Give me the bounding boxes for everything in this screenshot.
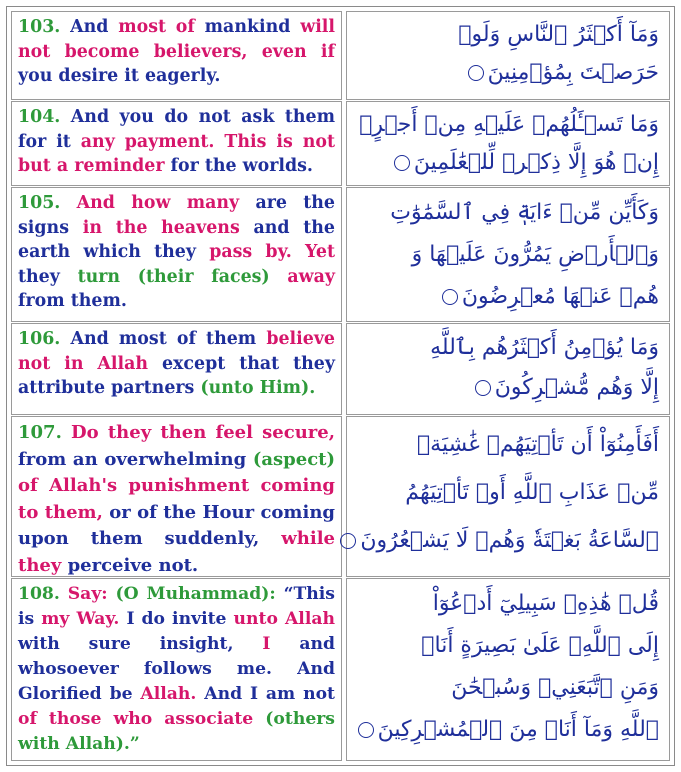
translation-segment: for the worlds.	[164, 156, 313, 177]
verse-number: 107.	[18, 422, 62, 443]
arabic-line-text: وَكَأَيِّن مِّنۡ ءَايَةٖ فِي ٱلسَّمَٰوَٰتِ	[390, 200, 659, 225]
translation-segment: with sure insight,	[18, 634, 263, 654]
translation-segment: or of the Hour coming upon them suddenly,	[18, 501, 335, 550]
arabic-line-text: قُلۡ هَٰذِهِۦ سَبِيلِيٓ أَدۡعُوٓاْ	[432, 591, 659, 616]
arabic-line	[355, 106, 659, 144]
arabic-line-text: ٱللَّهِ وَمَآ أَنَا۠ مِنَ ٱلۡمُشۡرِكِينَ	[377, 717, 659, 742]
translation-segment: This is not but	[18, 131, 335, 177]
translation-segment: and whosoever follows me. And Glorified be	[18, 634, 335, 704]
translation-segment: from an overwhelming	[18, 448, 253, 470]
translation-text	[18, 329, 335, 398]
translation-segment: And most of them	[60, 329, 267, 349]
translation-segment: except that they attribute partners	[18, 353, 335, 399]
translation-segment: even if	[261, 41, 335, 62]
verse-row-104	[11, 101, 670, 186]
arabic-text	[346, 11, 670, 100]
translation-segment: become believers,	[64, 41, 248, 62]
translation-segment: away	[287, 266, 336, 287]
verse-number: 108.	[18, 584, 60, 604]
verse-end-marker-icon	[394, 155, 410, 171]
arabic-line	[355, 328, 659, 368]
verse-end-marker-icon	[475, 380, 491, 396]
verse-row-107	[11, 416, 670, 577]
translation-segment: Allah.	[140, 684, 197, 704]
english-translation	[11, 101, 342, 186]
translation-segment: a reminder	[56, 156, 165, 177]
english-translation	[11, 578, 342, 761]
translation-segment: I	[262, 634, 271, 654]
arabic-line	[355, 667, 659, 709]
arabic-line-text: ٱلسَّاعَةُ بَغۡتَةٗ وَهُمۡ لَا يَشۡعُرُونَ	[360, 528, 659, 553]
translation-segment: (aspect)	[252, 448, 335, 470]
arabic-text	[346, 187, 670, 322]
translation-segment: turn	[77, 266, 121, 287]
translation-segment: And you do not ask them for it	[18, 107, 335, 152]
translation-text	[18, 17, 335, 86]
translation-text	[18, 584, 335, 754]
arabic-line	[355, 16, 659, 54]
arabic-line	[355, 368, 659, 408]
verse-end-marker-icon	[340, 533, 356, 549]
arabic-text	[346, 578, 670, 761]
translation-segment: they	[18, 266, 78, 287]
translation-segment: Yet	[291, 242, 336, 263]
verse-number: 105.	[18, 193, 61, 213]
translation-segment: any payment.	[80, 131, 215, 152]
verse-end-marker-icon	[358, 722, 374, 738]
english-translation	[11, 11, 342, 100]
translation-segment: And I am not	[196, 684, 335, 704]
translation-segment: And	[60, 17, 119, 37]
translation-segment: in Allah	[64, 353, 149, 374]
translation-segment: believe not	[18, 329, 335, 374]
translation-segment: mankind	[194, 17, 301, 37]
arabic-line	[355, 144, 659, 182]
arabic-text	[346, 416, 670, 577]
translation-segment: of those who associate	[18, 709, 254, 729]
arabic-line-text: وَمَا يُؤۡمِنُ أَكۡثَرُهُم بِٱللَّهِ	[430, 335, 659, 360]
translation-segment: most of	[118, 17, 195, 37]
translation-text	[18, 193, 335, 311]
translation-segment: my Way.	[41, 609, 120, 629]
verse-row-103	[11, 11, 670, 100]
arabic-line	[355, 583, 659, 625]
arabic-line-text: وَمَا تَسۡـَٔلُهُمۡ عَلَيۡهِ مِنۡ أَجۡرٍۚ	[359, 112, 659, 137]
translation-segment: are the signs	[18, 193, 335, 238]
verse-row-106	[11, 323, 670, 415]
translation-segment: Say:	[59, 584, 116, 604]
arabic-line-text: مِّنۡ عَذَابِ ٱللَّهِ أَوۡ تَأۡتِيَهُمُ	[405, 480, 659, 505]
arabic-text	[346, 101, 670, 186]
translation-segment: of Allah's punishment coming to them,	[18, 475, 335, 523]
english-translation	[11, 416, 342, 577]
arabic-line-text: أَفَأَمِنُوٓاْ أَن تَأۡتِيَهُمۡ غَٰشِيَةٞ	[416, 432, 659, 457]
translation-segment: they	[18, 554, 62, 576]
translation-text	[18, 422, 335, 576]
translation-segment: “This is	[18, 584, 335, 629]
english-translation	[11, 323, 342, 415]
verse-number: 103.	[18, 17, 61, 37]
arabic-line	[355, 54, 659, 92]
arabic-line	[355, 192, 659, 234]
translation-segment: will not	[18, 17, 336, 62]
arabic-line-text: إِنۡ هُوَ إِلَّا ذِكۡرٞ لِّلۡعَٰلَمِينَ	[413, 150, 659, 175]
translation-segment: unto Allah	[233, 609, 335, 629]
verse-number: 104.	[18, 107, 61, 127]
translation-segment: (unto Him).	[200, 378, 316, 399]
arabic-line	[355, 517, 659, 565]
arabic-line	[355, 625, 659, 667]
translation-segment: pass by.	[209, 242, 292, 263]
translation-segment: (others with Allah).”	[18, 709, 335, 754]
english-translation	[11, 187, 342, 322]
verse-end-marker-icon	[442, 289, 458, 305]
translation-segment: (their faces)	[120, 266, 288, 287]
translation-segment	[50, 42, 64, 62]
translation-segment: Do they then feel secure,	[61, 422, 335, 443]
translation-segment: I do invite	[119, 609, 234, 629]
verse-row-105	[11, 187, 670, 322]
arabic-line	[355, 709, 659, 751]
arabic-line-text: إِلَى ٱللَّهِۚ عَلَىٰ بَصِيرَةٍ أَنَا۠	[421, 633, 659, 658]
verse-end-marker-icon	[468, 65, 484, 81]
arabic-line-text: حَرَصۡتَ بِمُؤۡمِنِينَ	[487, 60, 659, 85]
translation-segment	[247, 42, 261, 62]
translation-text	[18, 107, 335, 176]
translation-segment	[50, 354, 64, 374]
verse-row-108	[11, 578, 670, 761]
arabic-line	[355, 234, 659, 276]
arabic-line-text: وَٱلۡأَرۡضِ يَمُرُّونَ عَلَيۡهَا وَ	[411, 242, 659, 267]
translation-segment: perceive not.	[61, 554, 199, 576]
verse-table	[6, 6, 675, 766]
arabic-text	[346, 323, 670, 415]
translation-segment: (O Muhammad):	[115, 584, 276, 604]
translation-segment: from them.	[18, 291, 127, 312]
translation-segment: and the earth which they	[18, 217, 335, 263]
arabic-line	[355, 469, 659, 517]
translation-segment: And how many	[60, 193, 256, 213]
translation-segment: you desire it eagerly.	[18, 66, 221, 87]
arabic-line-text: وَمَآ أَكۡثَرُ ٱلنَّاسِ وَلَوۡ	[458, 22, 659, 47]
translation-segment: in the heavens	[82, 217, 240, 238]
verse-number: 106.	[18, 329, 61, 349]
arabic-line	[355, 421, 659, 469]
translation-segment: while	[281, 528, 335, 550]
arabic-line-text: وَمَنِ ٱتَّبَعَنِيۖ وَسُبۡحَٰنَ	[451, 675, 659, 700]
arabic-line-text: إِلَّا وَهُم مُّشۡرِكُونَ	[494, 375, 659, 400]
arabic-line	[355, 276, 659, 318]
arabic-line-text: هُمۡ عَنۡهَا مُعۡرِضُونَ	[461, 284, 659, 309]
